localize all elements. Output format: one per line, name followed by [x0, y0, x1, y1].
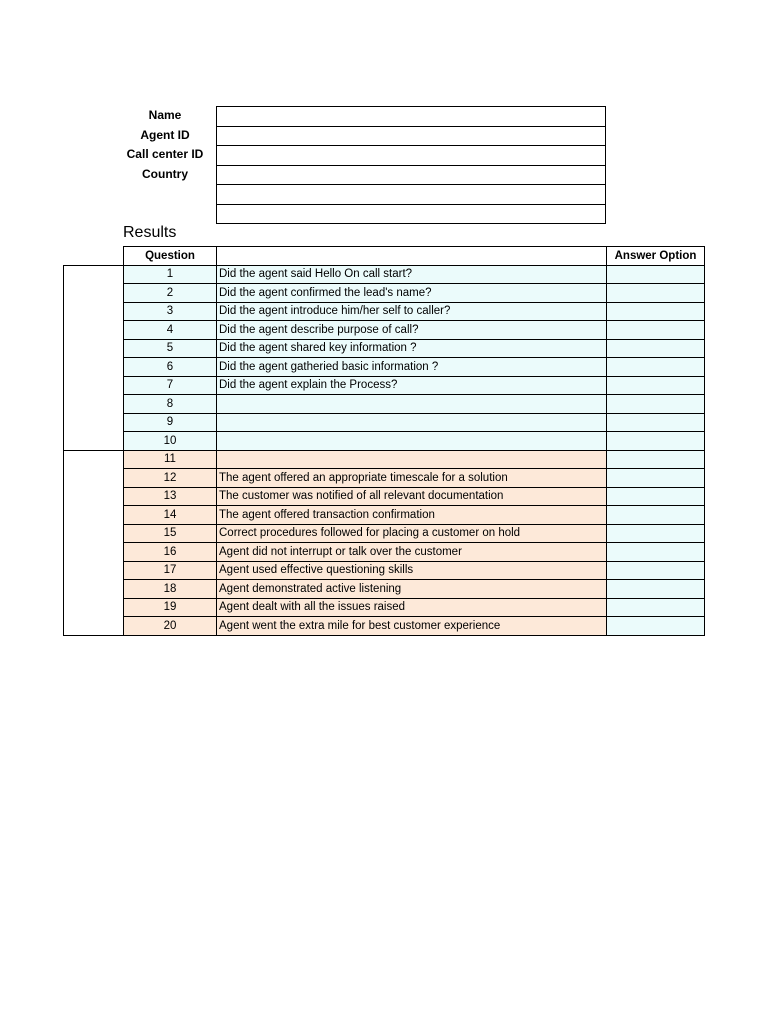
table-row: [64, 580, 705, 599]
call-center-id-label: Call center ID: [126, 147, 204, 161]
table-row: [64, 487, 705, 506]
table-row: [64, 376, 705, 395]
table-row: [64, 617, 705, 636]
country-label: Country: [142, 166, 188, 181]
agent-id-field[interactable]: [216, 127, 606, 147]
table-row: [64, 469, 705, 488]
table-row: [64, 543, 705, 562]
question-text: The customer was notified of all relevant documentation: [217, 487, 607, 506]
table-row: [64, 432, 705, 451]
answer-option-cell[interactable]: [607, 339, 705, 358]
table-row: [64, 358, 705, 377]
table-row: [64, 598, 705, 617]
question-number: 7: [124, 376, 217, 395]
table-header-row: [64, 247, 705, 266]
table-row: [64, 506, 705, 525]
question-number: 9: [124, 413, 217, 432]
answer-option-cell[interactable]: [607, 395, 705, 414]
question-number: 13: [124, 487, 217, 506]
question-text: [217, 395, 607, 414]
question-number: 18: [124, 580, 217, 599]
table-row: [64, 302, 705, 321]
question-text: Did the agent confirmed the lead's name?: [217, 284, 607, 303]
question-number: 11: [124, 450, 217, 469]
question-number: 8: [124, 395, 217, 414]
question-number: 10: [124, 432, 217, 451]
extra-field-2[interactable]: [216, 205, 606, 225]
name-label: Name: [148, 108, 182, 122]
country-field[interactable]: [216, 166, 606, 186]
table-row: [64, 450, 705, 469]
answer-option-cell[interactable]: [607, 321, 705, 340]
question-text-header: [217, 247, 607, 266]
question-number: 19: [124, 598, 217, 617]
question-text: Agent did not interrupt or talk over the customer: [217, 543, 607, 562]
extra-field-1[interactable]: [216, 185, 606, 205]
answer-option-cell[interactable]: [607, 598, 705, 617]
question-number: 4: [124, 321, 217, 340]
question-text: The agent offered transaction confirmation: [217, 506, 607, 525]
answer-option-cell[interactable]: [607, 413, 705, 432]
question-number: 2: [124, 284, 217, 303]
question-number: 5: [124, 339, 217, 358]
table-row: [64, 413, 705, 432]
table-row: [64, 561, 705, 580]
agent-info-fields: [216, 106, 606, 224]
answer-option-cell[interactable]: [607, 617, 705, 636]
question-number: 3: [124, 302, 217, 321]
answer-option-cell[interactable]: [607, 432, 705, 451]
question-number: 15: [124, 524, 217, 543]
call-center-id-field[interactable]: [216, 146, 606, 166]
question-text: Correct procedures followed for placing a customer on hold: [217, 524, 607, 543]
answer-option-cell[interactable]: [607, 284, 705, 303]
results-table: [63, 246, 705, 636]
name-field[interactable]: [216, 106, 606, 127]
question-text: Agent went the extra mile for best customer experience: [217, 617, 607, 636]
table-row: [64, 321, 705, 340]
question-number: 12: [124, 469, 217, 488]
table-row: [64, 339, 705, 358]
question-number: 6: [124, 358, 217, 377]
question-text: Agent dealt with all the issues raised: [217, 598, 607, 617]
question-number: 20: [124, 617, 217, 636]
section-group-cell-1: [64, 265, 124, 450]
answer-option-cell[interactable]: [607, 358, 705, 377]
question-text: [217, 432, 607, 451]
answer-option-cell[interactable]: [607, 450, 705, 469]
answer-option-cell[interactable]: [607, 469, 705, 488]
question-number: 16: [124, 543, 217, 562]
answer-option-cell[interactable]: [607, 506, 705, 525]
answer-option-cell[interactable]: [607, 580, 705, 599]
question-text: Did the agent said Hello On call start?: [217, 265, 607, 284]
question-header: Question: [124, 247, 217, 266]
agent-id-label: Agent ID: [140, 127, 190, 142]
answer-option-header: Answer Option: [607, 247, 705, 266]
question-text: Did the agent explain the Process?: [217, 376, 607, 395]
table-row: [64, 265, 705, 284]
question-number: 17: [124, 561, 217, 580]
answer-option-cell[interactable]: [607, 487, 705, 506]
question-text: The agent offered an appropriate timescale for a solution: [217, 469, 607, 488]
answer-option-cell[interactable]: [607, 524, 705, 543]
table-row: [64, 524, 705, 543]
agent-info-labels: [118, 106, 212, 184]
answer-option-cell[interactable]: [607, 543, 705, 562]
answer-option-cell[interactable]: [607, 561, 705, 580]
question-text: Agent used effective questioning skills: [217, 561, 607, 580]
question-text: Agent demonstrated active listening: [217, 580, 607, 599]
question-number: 1: [124, 265, 217, 284]
question-text: Did the agent shared key information ?: [217, 339, 607, 358]
results-title: Results: [123, 224, 177, 241]
question-text: Did the agent introduce him/her self to caller?: [217, 302, 607, 321]
table-row: [64, 284, 705, 303]
header-blank-cell: [64, 247, 124, 266]
answer-option-cell[interactable]: [607, 265, 705, 284]
question-number: 14: [124, 506, 217, 525]
table-row: [64, 395, 705, 414]
section-group-cell-2: [64, 450, 124, 635]
question-text: [217, 413, 607, 432]
answer-option-cell[interactable]: [607, 376, 705, 395]
answer-option-cell[interactable]: [607, 302, 705, 321]
question-text: [217, 450, 607, 469]
question-text: Did the agent describe purpose of call?: [217, 321, 607, 340]
question-text: Did the agent gatheried basic information ?: [217, 358, 607, 377]
